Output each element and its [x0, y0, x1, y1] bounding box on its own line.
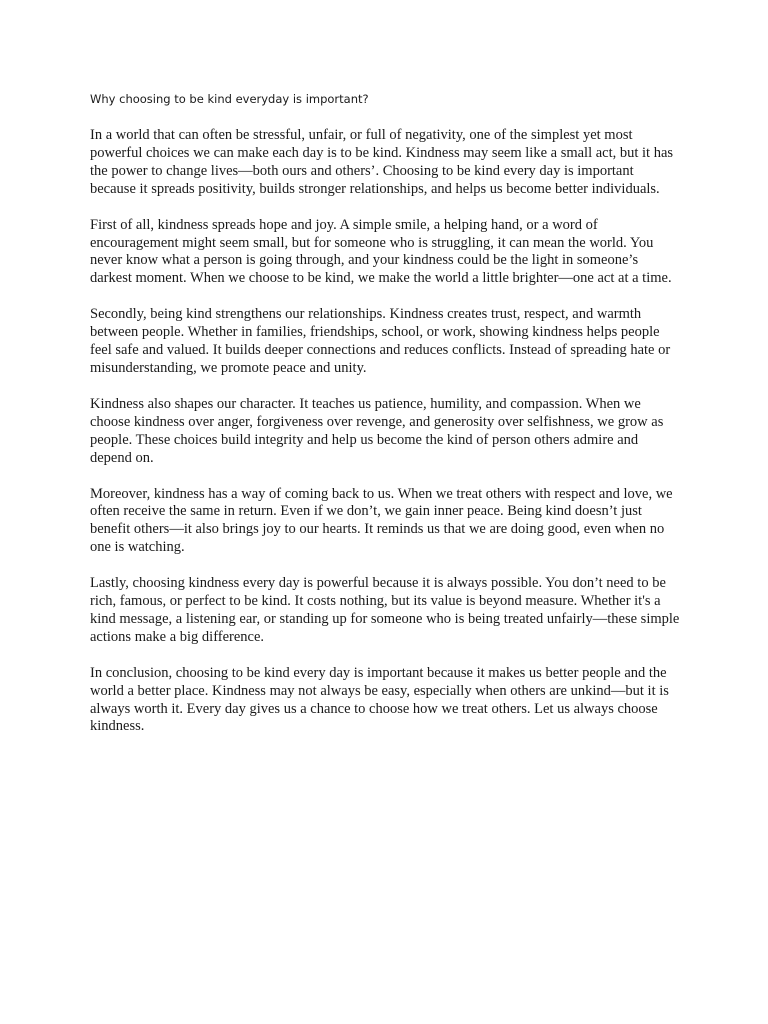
paragraph-hope-and-joy: First of all, kindness spreads hope and joy. A simple smile, a helping hand, or a word of encouragement might seem small, but for someone who is struggling, it can mean the world. You never know what a person is going through, and your kindness could be the light in someone’s darkest moment. When we choose to be kind, we make the world a little brighter—one act at a time. [90, 216, 672, 287]
paragraph-conclusion: In conclusion, choosing to be kind every day is important because it makes us better people and the world a better place. Kindness may not always be easy, especially when others are unkind—but it is always worth it. Every day gives us a chance to choose how we treat others. Let us always choose kindness. [90, 664, 669, 735]
paragraph-character: Kindness also shapes our character. It teaches us patience, humility, and compassion. When we choose kindness over anger, forgiveness over revenge, and generosity over selfishness, we grow as people. These choices build integrity and help us become the kind of person others admire and depend on. [90, 395, 664, 466]
paragraph-coming-back: Moreover, kindness has a way of coming back to us. When we treat others with respect and love, we often receive the same in return. Even if we don’t, we gain inner peace. Being kind doesn’t just benefit others—it also brings joy to our hearts. It reminds us that we are doing good, even when no one is watching. [90, 485, 673, 556]
paragraph-always-possible: Lastly, choosing kindness every day is powerful because it is always possible. You don’t need to be rich, famous, or perfect to be kind. It costs nothing, but its value is beyond measure. Whether it's a kind message, a listening ear, or standing up for someone who is being treated unfairly—these simple actions make a big difference. [90, 575, 680, 645]
paragraph-relationships: Secondly, being kind strengthens our relationships. Kindness creates trust, respect, and warmth between people. Whether in families, friendships, school, or work, showing kindness helps people feel safe and valued. It builds deeper connections and reduces conflicts. Instead of spreading hate or misunderstanding, we promote peace and unity. [90, 306, 671, 376]
document-title: Why choosing to be kind everyday is important? [90, 92, 369, 106]
paragraph-introduction: In a world that can often be stressful, unfair, or full of negativity, one of the simplest yet most powerful choices we can make each day is to be kind. Kindness may seem like a small act, but it has the power to change lives—both ours and others’. Choosing to be kind every day is important because it spreads positivity, builds stronger relationships, and helps us become better individuals. [90, 127, 674, 197]
